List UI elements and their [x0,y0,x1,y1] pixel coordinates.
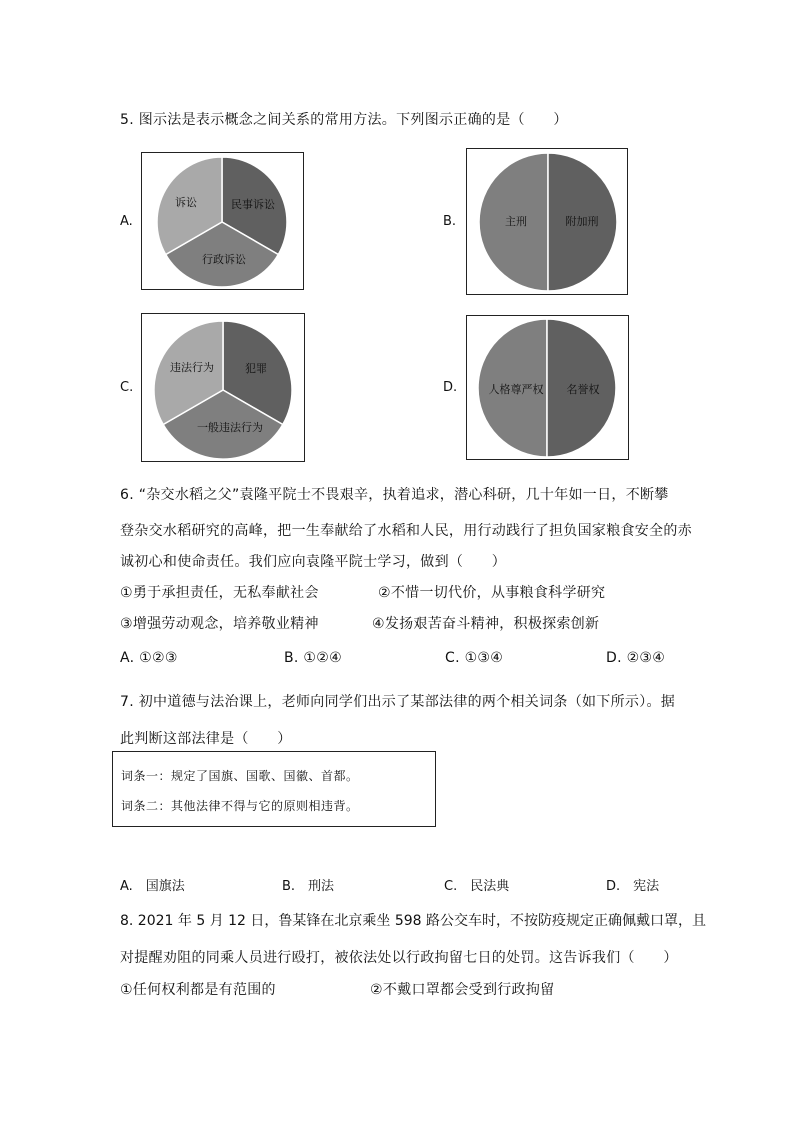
q7-choice-c: C. 民法典 [444,879,510,894]
q5-option-b-letter: B. [443,214,457,229]
pie-label-renge: 人格尊严权 [488,383,544,396]
q5-option-d-diagram [466,315,629,460]
q6-choice-d: D. ②③④ [606,650,666,666]
q7-entry-box [112,751,436,827]
q8-line-1: 8. 2021 年 5 月 12 日，鲁某锋在北京乘坐 598 路公交车时，不按防疫规定正确佩戴口罩，且 [120,913,707,929]
pie-label-minshi: 民事诉讼 [231,198,275,211]
q7-entry-1: 词条一：规定了国旗、国歌、国徽、首都。 [121,769,359,783]
q5-option-c-letter: C. [120,380,134,395]
q7-choice-d: D. 宪法 [606,879,660,894]
q8-statement-2: ②不戴口罩都会受到行政拘留 [370,982,555,998]
q6-statement-3: ③增强劳动观念，培养敬业精神 [120,616,319,632]
q5-option-a-letter: A. [120,214,133,229]
q5-option-a-diagram [141,152,304,290]
q5-option-b-diagram [466,148,628,295]
pie-label-susong: 诉讼 [175,196,197,209]
q6-choice-b: B. ①②④ [284,650,342,666]
q7-line-2: 此判断这部法律是（ ） [120,731,292,747]
q8-statement-1: ①任何权利都是有范围的 [120,982,276,998]
pie-label-weifa: 违法行为 [170,361,214,374]
q6-statement-1: ①勇于承担责任，无私奉献社会 [120,585,319,601]
pie-label-yiban: 一般违法行为 [197,421,263,434]
pie-label-mingyu: 名誉权 [566,383,600,396]
pie-label-zhuxing: 主刑 [505,215,527,228]
q7-line-1: 7. 初中道德与法治课上，老师向同学们出示了某部法律的两个相关词条（如下所示）。据 [120,694,676,710]
q6-choice-c: C. ①③④ [445,650,504,666]
pie-label-fujiaxing: 附加刑 [565,215,599,228]
q8-line-2: 对提醒劝阻的同乘人员进行殴打，被依法处以行政拘留七日的处罚。这告诉我们（ ） [120,950,678,966]
q6-line-1: 6. “杂交水稻之父”袁隆平院士不畏艰辛，执着追求，潜心科研，几十年如一日，不断攀 [120,487,669,503]
q5-option-c-diagram [141,313,305,462]
q6-line-3: 诚初心和使命责任。我们应向袁隆平院士学习，做到（ ） [120,554,507,570]
pie-label-fanzui: 犯罪 [245,362,267,375]
q6-statement-4: ④发扬艰苦奋斗精神，积极探索创新 [372,616,600,632]
q7-entry-2: 词条二：其他法律不得与它的原则相违背。 [121,799,359,813]
q6-statement-2: ②不惜一切代价，从事粮食科学研究 [378,585,606,601]
q7-choice-b: B. 刑法 [282,879,335,894]
q6-line-2: 登杂交水稻研究的高峰，把一生奉献给了水稻和人民，用行动践行了担负国家粮食安全的赤 [120,523,692,539]
q6-choice-a: A. ①②③ [120,650,178,666]
q7-choice-a: A. 国旗法 [120,879,185,894]
pie-label-xingzheng: 行政诉讼 [202,253,246,266]
q5-stem: 5. 图示法是表示概念之间关系的常用方法。下列图示正确的是（ ） [120,112,568,128]
q5-option-d-letter: D. [443,380,458,395]
